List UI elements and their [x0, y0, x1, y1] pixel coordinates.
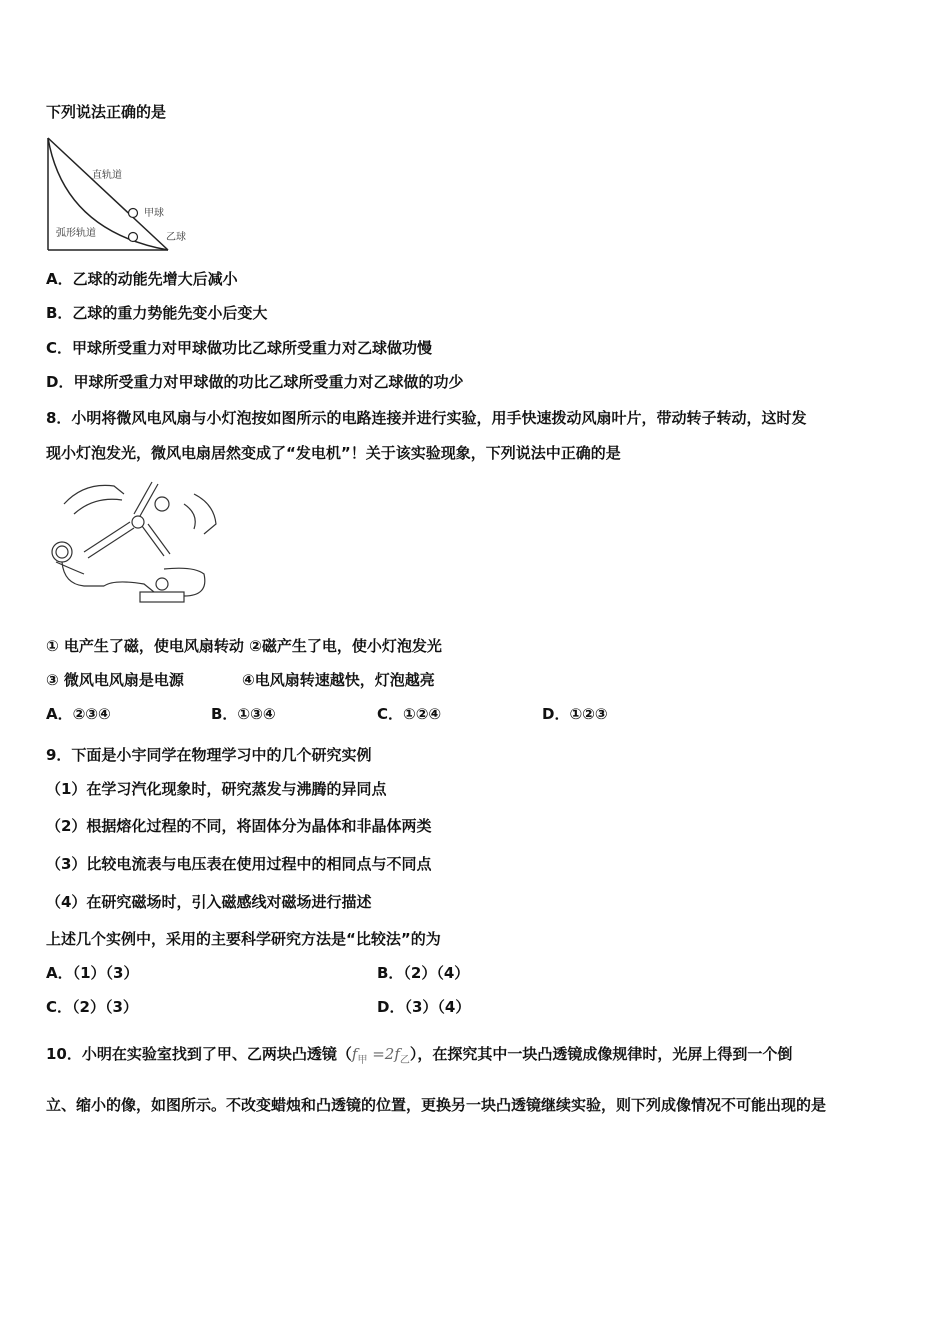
fan-hub [132, 516, 144, 528]
fan-blade-top [134, 482, 152, 514]
label-straight-track: 直轨道 [92, 170, 122, 181]
q9-item-1: （1）在学习汽化现象时，研究蒸发与沸腾的异同点 [46, 780, 387, 798]
fan-circuit-figure [44, 474, 224, 614]
wire-coil [52, 542, 72, 562]
fan-blade-left [84, 522, 130, 552]
q10-post: ），在探究其中一块凸透镜成像规律时，光屏上得到一个倒 [409, 1045, 793, 1063]
q8-option-b: B．①③④ [211, 705, 276, 723]
bulb-base [140, 592, 184, 602]
fan-motor [155, 497, 169, 511]
ball-yi [129, 233, 138, 242]
q7-option-a: A．乙球的动能先增大后减小 [46, 270, 238, 288]
track-figure [44, 136, 194, 256]
q8-statement-4: ④电风扇转速越快，灯泡越亮 [242, 671, 435, 689]
intro-text: 下列说法正确的是 [46, 103, 167, 121]
q9-option-d: D．（3）（4） [377, 998, 471, 1016]
q8-line-1: 8．小明将微风电风扇与小灯泡按如图所示的电路连接并进行实验，用手快速拨动风扇叶片，带动转子转动，这时发 [46, 409, 807, 427]
q8-statement-3: ③ 微风电风扇是电源 [46, 671, 184, 689]
q10-line-1 [46, 1044, 792, 1071]
q8-statement-1-2: ① 电产生了磁，使电风扇转动 ②磁产生了电，使小灯泡发光 [46, 637, 442, 655]
q9-option-a: A．（1）（3） [46, 964, 139, 982]
ball-jia [129, 209, 138, 218]
label-ball-yi: 乙球 [166, 232, 186, 243]
q9-title: 9．下面是小宇同学在物理学习中的几个研究实例 [46, 746, 372, 764]
q9-item-2: （2）根据熔化过程的不同，将固体分为晶体和非晶体两类 [46, 817, 432, 835]
bulb-icon [156, 578, 168, 590]
q8-line-2: 现小灯泡发光，微风电扇居然变成了“发电机”！关于该实验现象，下列说法中正确的是 [46, 444, 621, 462]
q7-option-c: C．甲球所受重力对甲球做功比乙球所受重力对乙球做功慢 [46, 339, 433, 357]
q7-option-b: B．乙球的重力势能先变小后变大 [46, 304, 268, 322]
label-arc-track: 弧形轨道 [56, 228, 96, 239]
q9-question: 上述几个实例中，采用的主要科学研究方法是“比较法”的为 [46, 930, 441, 948]
q7-option-d: D．甲球所受重力对甲球做的功比乙球所受重力对乙球做的功少 [46, 373, 464, 391]
q9-option-b: B．（2）（4） [377, 964, 470, 982]
q8-option-c: C．①②④ [377, 705, 442, 723]
q8-option-d: D．①②③ [542, 705, 608, 723]
label-ball-jia: 甲球 [144, 208, 164, 219]
q10-line-2: 立、缩小的像，如图所示。不改变蜡烛和凸透镜的位置，更换另一块凸透镜继续实验，则下列成像情况不可能出现的是 [46, 1096, 827, 1114]
q9-item-3: （3）比较电流表与电压表在使用过程中的相同点与不同点 [46, 855, 432, 873]
q8-option-a: A．②③④ [46, 705, 111, 723]
q10-pre: 10．小明在实验室找到了甲、乙两块凸透镜（ [46, 1045, 352, 1063]
q9-item-4: （4）在研究磁场时，引入磁感线对磁场进行描述 [46, 893, 372, 911]
q9-option-c: C．（2）（3） [46, 998, 138, 1016]
q10-formula: $f_甲 =2f_乙$ [351, 1045, 410, 1066]
